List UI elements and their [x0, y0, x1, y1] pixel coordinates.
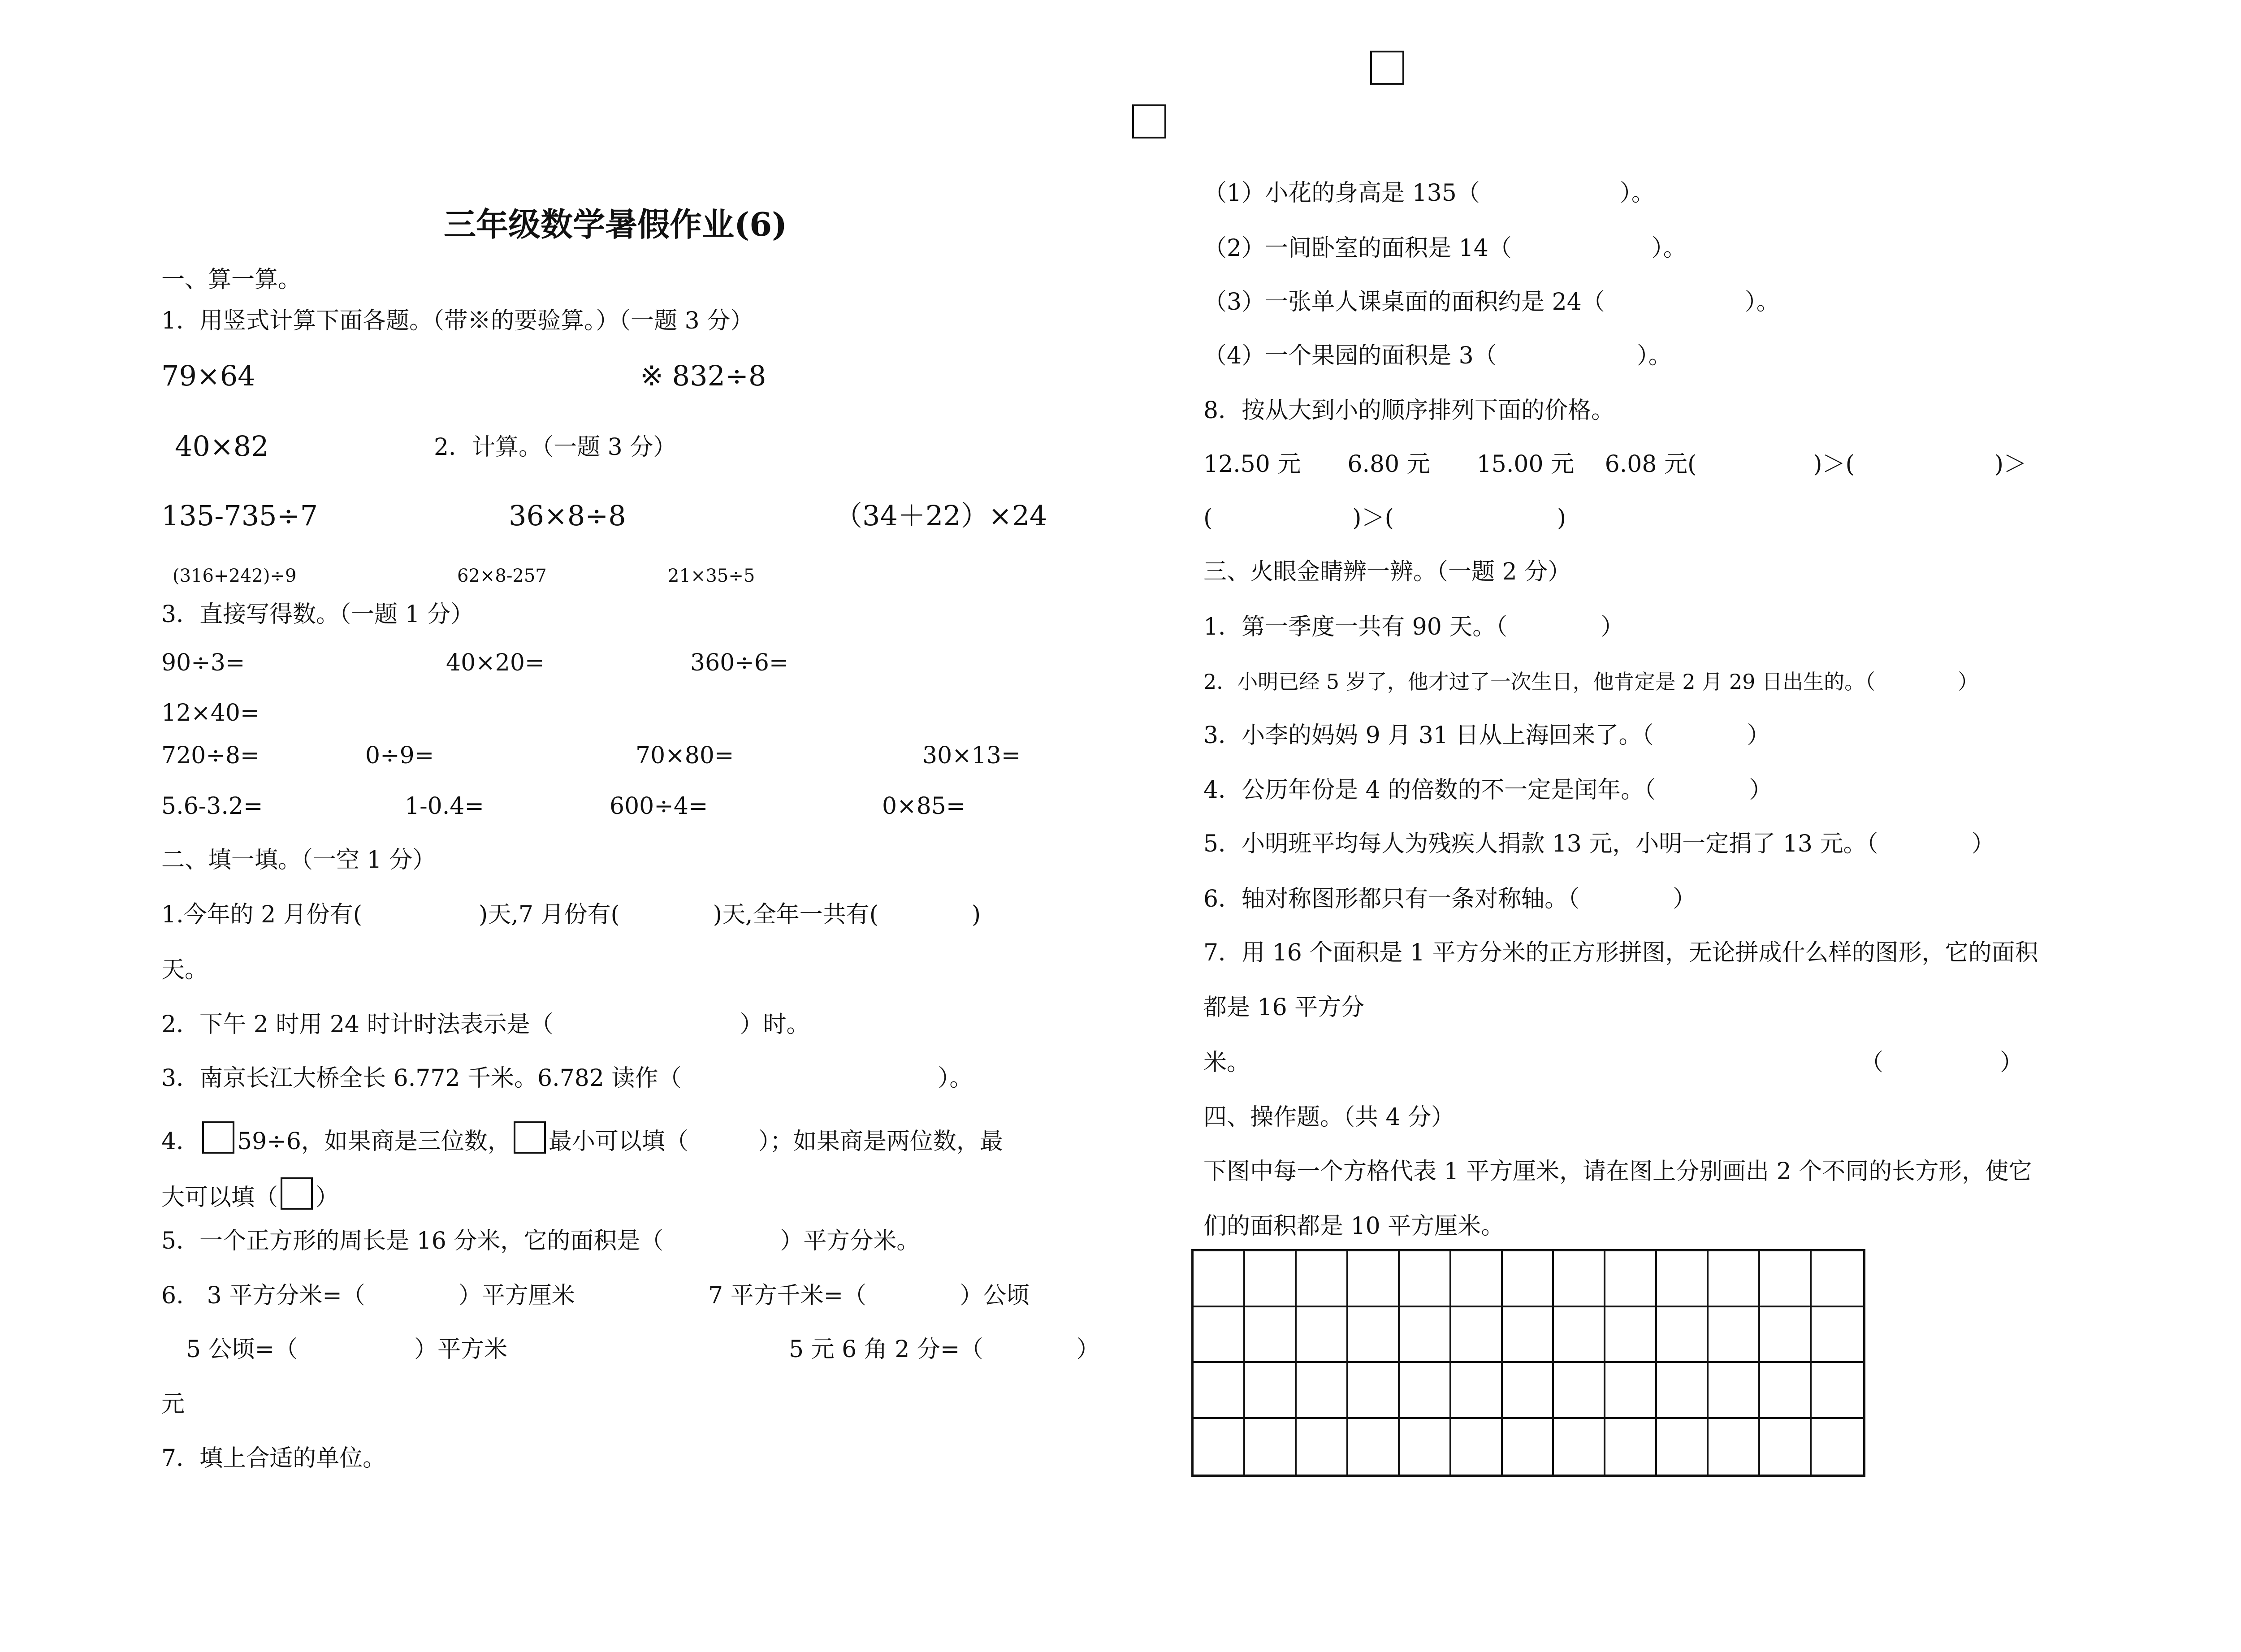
q8-line-2: ( )＞( )	[1203, 505, 1566, 532]
grid-cell	[1194, 1419, 1245, 1475]
fill-4-text-d: ）	[316, 1184, 339, 1211]
grid-cell	[1194, 1363, 1245, 1419]
grid-cell	[1348, 1419, 1400, 1475]
q2-heading: 2．计算。（一题 3 分）	[434, 434, 677, 461]
grid-cell	[1503, 1363, 1554, 1419]
q1-heading: 1．用竖式计算下面各题。（带※的要验算。）（一题 3 分）	[161, 307, 754, 334]
grid-cell	[1297, 1251, 1348, 1307]
grid-cell	[1451, 1419, 1503, 1475]
q3-r4-c4: 0×85=	[882, 793, 966, 820]
q3-r3-c1: 720÷8=	[161, 742, 260, 769]
grid-cell	[1245, 1251, 1297, 1307]
section-1-heading: 一、算一算。	[161, 266, 302, 293]
fill-1-line-2: 天。	[161, 956, 208, 983]
grid-cell	[1709, 1363, 1760, 1419]
judge-4: 4．公历年份是 4 的倍数的不一定是闰年。（ ）	[1203, 777, 1773, 804]
q3-r1-c2: 40×20=	[446, 649, 545, 676]
grid-cell	[1400, 1363, 1451, 1419]
fill-6-b: 7 平方千米=（ ）公顷	[708, 1282, 1030, 1309]
grid-cell	[1554, 1363, 1605, 1419]
grid-cell	[1709, 1251, 1760, 1307]
grid-cell	[1451, 1307, 1503, 1363]
fill-6-e: 元	[161, 1391, 185, 1418]
grid-cell	[1400, 1307, 1451, 1363]
grid-cell	[1605, 1307, 1657, 1363]
q2-item-4: (316+242)÷9	[173, 566, 297, 586]
fill-2: 2．下午 2 时用 24 时计时法表示是（ ）时。	[161, 1011, 810, 1038]
q2-item-5: 62×8-257	[457, 566, 547, 586]
grid-cell	[1760, 1419, 1812, 1475]
q3-r1-c3: 360÷6=	[690, 649, 789, 676]
grid-cell	[1400, 1251, 1451, 1307]
grid-cell	[1245, 1363, 1297, 1419]
q3-r2-c1: 12×40=	[161, 700, 260, 727]
grid-cell	[1245, 1419, 1297, 1475]
unit-4: （4）一个果园的面积是 3（ ）。	[1203, 342, 1672, 369]
grid-cell	[1503, 1251, 1554, 1307]
grid-cell	[1348, 1363, 1400, 1419]
grid-cell	[1657, 1363, 1709, 1419]
grid-cell	[1709, 1419, 1760, 1475]
grid-cell	[1451, 1363, 1503, 1419]
grid-cell	[1554, 1419, 1605, 1475]
blank-box-digit	[202, 1121, 234, 1154]
grid-cell	[1400, 1419, 1451, 1475]
fill-7: 7．填上合适的单位。	[161, 1445, 386, 1472]
judge-7-line-3: 米。	[1203, 1049, 1250, 1076]
q2-item-3: （34＋22）×24	[835, 499, 1047, 532]
q3-r1-c1: 90÷3=	[161, 649, 245, 676]
section-2-heading: 二、填一填。（一空 1 分）	[161, 847, 436, 874]
grid-cell	[1503, 1307, 1554, 1363]
grid-cell	[1348, 1307, 1400, 1363]
grid-cell	[1812, 1419, 1863, 1475]
judge-6: 6．轴对称图形都只有一条对称轴。（ ）	[1203, 886, 1696, 912]
section-4-heading: 四、操作题。（共 4 分）	[1203, 1104, 1455, 1131]
fill-6-c: 5 公顷=（ ）平方米	[186, 1336, 508, 1363]
q1-item-3: 40×82	[175, 430, 269, 463]
grid-cell	[1709, 1307, 1760, 1363]
judge-7-line-1: 7．用 16 个面积是 1 平方分米的正方形拼图，无论拼成什么样的图形，它的面积	[1203, 939, 2038, 966]
fill-4-line-2	[161, 1177, 339, 1210]
grid-cell	[1657, 1307, 1709, 1363]
grid-cell	[1605, 1363, 1657, 1419]
fill-6-a: 6. 3 平方分米=（ ）平方厘米	[161, 1282, 575, 1309]
grid-cell	[1194, 1307, 1245, 1363]
q3-heading: 3．直接写得数。（一题 1 分）	[161, 601, 474, 628]
fill-4-number: 4．	[161, 1128, 200, 1155]
grid-cell	[1760, 1251, 1812, 1307]
unit-2: （2）一间卧室的面积是 14（ ）。	[1203, 235, 1687, 262]
blank-box-digit-3	[281, 1177, 313, 1210]
q3-r3-c3: 70×80=	[636, 742, 734, 769]
square-grid	[1191, 1249, 1865, 1477]
judge-1: 1．第一季度一共有 90 天。（ ）	[1203, 614, 1624, 640]
grid-cell	[1503, 1419, 1554, 1475]
fill-4-text-c: 大可以填（	[161, 1184, 278, 1211]
fill-1-line-1: 1.今年的 2 月份有( )天,7 月份有( )天,全年一共有( )	[161, 901, 981, 928]
judge-7-line-2: 都是 16 平方分	[1203, 994, 1365, 1021]
q3-r3-c4: 30×13=	[922, 742, 1021, 769]
grid-cell	[1812, 1307, 1863, 1363]
q3-r4-c2: 1-0.4=	[405, 793, 484, 820]
q8-heading: 8．按从大到小的顺序排列下面的价格。	[1203, 397, 1615, 424]
blank-box-second	[1132, 104, 1166, 138]
fill-6-d: 5 元 6 角 2 分=（ ）	[789, 1336, 1100, 1363]
q8-prices: 12.50 元 6.80 元 15.00 元 6.08 元( )＞( )＞	[1203, 451, 2027, 478]
grid-cell	[1451, 1251, 1503, 1307]
judge-2: 2．小明已经 5 岁了，他才过了一次生日，他肯定是 2 月 29 日出生的。（ ）	[1203, 670, 1979, 694]
q3-r3-c2: 0÷9=	[365, 742, 434, 769]
judge-3: 3．小李的妈妈 9 月 31 日从上海回来了。（ ）	[1203, 722, 1770, 749]
blank-box-top	[1370, 51, 1404, 85]
grid-cell	[1554, 1251, 1605, 1307]
grid-cell	[1760, 1363, 1812, 1419]
operation-line-2: 们的面积都是 10 平方厘米。	[1203, 1213, 1505, 1240]
q1-item-2: ※ 832÷8	[640, 359, 766, 392]
grid-cell	[1605, 1419, 1657, 1475]
grid-cell	[1348, 1251, 1400, 1307]
grid-cell	[1245, 1307, 1297, 1363]
grid-cell	[1605, 1251, 1657, 1307]
q1-item-1: 79×64	[161, 359, 255, 392]
judge-5: 5．小明班平均每人为残疾人捐款 13 元，小明一定捐了 13 元。（ ）	[1203, 830, 1995, 857]
unit-1: （1）小花的身高是 135（ ）。	[1203, 180, 1655, 207]
page-title: 三年级数学暑假作业(6)	[444, 205, 787, 243]
fill-4-text-b: 最小可以填（ ）；如果商是两位数，最	[548, 1128, 1003, 1155]
grid-cell	[1657, 1251, 1709, 1307]
grid-cell	[1812, 1251, 1863, 1307]
grid-cell	[1760, 1307, 1812, 1363]
q3-r4-c3: 600÷4=	[610, 793, 708, 820]
fill-4-line-1	[161, 1121, 1003, 1154]
grid-cell	[1297, 1419, 1348, 1475]
q2-item-6: 21×35÷5	[668, 566, 755, 586]
grid-cell	[1812, 1363, 1863, 1419]
grid-cell	[1194, 1251, 1245, 1307]
blank-box-digit-2	[514, 1121, 546, 1154]
grid-cell	[1554, 1307, 1605, 1363]
grid-cell	[1657, 1419, 1709, 1475]
q2-item-1: 135-735÷7	[161, 499, 318, 532]
judge-7-paren: （ ）	[1860, 1049, 2024, 1076]
q2-item-2: 36×8÷8	[509, 499, 626, 532]
unit-3: （3）一张单人课桌面的面积约是 24（ ）。	[1203, 289, 1780, 316]
section-3-heading: 三、火眼金睛辨一辨。（一题 2 分）	[1203, 558, 1571, 585]
q3-r4-c1: 5.6-3.2=	[161, 793, 263, 820]
fill-5: 5．一个正方形的周长是 16 分米，它的面积是（ ）平方分米。	[161, 1228, 920, 1254]
fill-4-text-a: 59÷6，如果商是三位数，	[237, 1128, 511, 1155]
grid-cell	[1297, 1363, 1348, 1419]
grid-cell	[1297, 1307, 1348, 1363]
operation-line-1: 下图中每一个方格代表 1 平方厘米，请在图上分别画出 2 个不同的长方形，使它	[1203, 1158, 2032, 1185]
fill-3: 3．南京长江大桥全长 6.772 千米。6.782 读作（ ）。	[161, 1065, 973, 1092]
